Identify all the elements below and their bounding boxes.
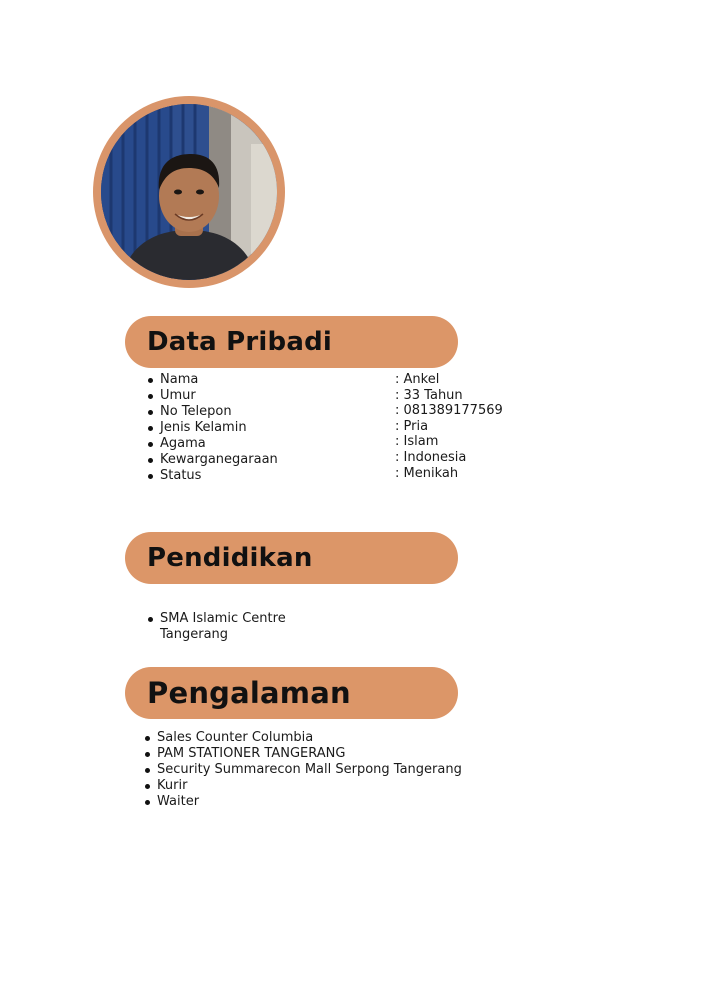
list-item: Kurir [145,778,462,794]
profile-photo [93,96,285,288]
person-photo-icon [101,104,277,280]
list-item: Waiter [145,794,462,810]
personal-data-title: Data Pribadi [147,327,333,357]
education-title: Pendidikan [147,543,313,573]
list-item: Security Summarecon Mall Serpong Tangerang [145,762,462,778]
experience-title: Pengalaman [147,676,351,710]
value-item: : Islam [395,434,439,450]
value-item: : Pria [395,418,429,434]
list-item: Kewarganegaraan [148,452,278,468]
value-item: : Indonesia [395,449,467,465]
value-item: : 33 Tahun [395,387,463,403]
education-list [148,611,348,643]
list-item: Status [148,468,278,484]
personal-data-header [125,316,458,368]
list-item: No Telepon [148,404,278,420]
list-item: Sales Counter Columbia [145,730,462,746]
experience-header [125,667,458,719]
list-item: Nama [148,372,278,388]
value-item: : 081389177569 [395,403,503,419]
list-item: PAM STATIONER TANGERANG [145,746,462,762]
list-item: Jenis Kelamin [148,420,278,436]
list-item: SMA Islamic Centre Tangerang [148,611,348,643]
list-item: Agama [148,436,278,452]
list-item: Umur [148,388,278,404]
value-item: : Ankel [395,372,440,387]
experience-list [145,730,462,810]
personal-data-labels [148,372,278,484]
value-item: : Menikah [395,465,459,481]
personal-data-values [395,372,503,481]
education-header [125,532,458,584]
